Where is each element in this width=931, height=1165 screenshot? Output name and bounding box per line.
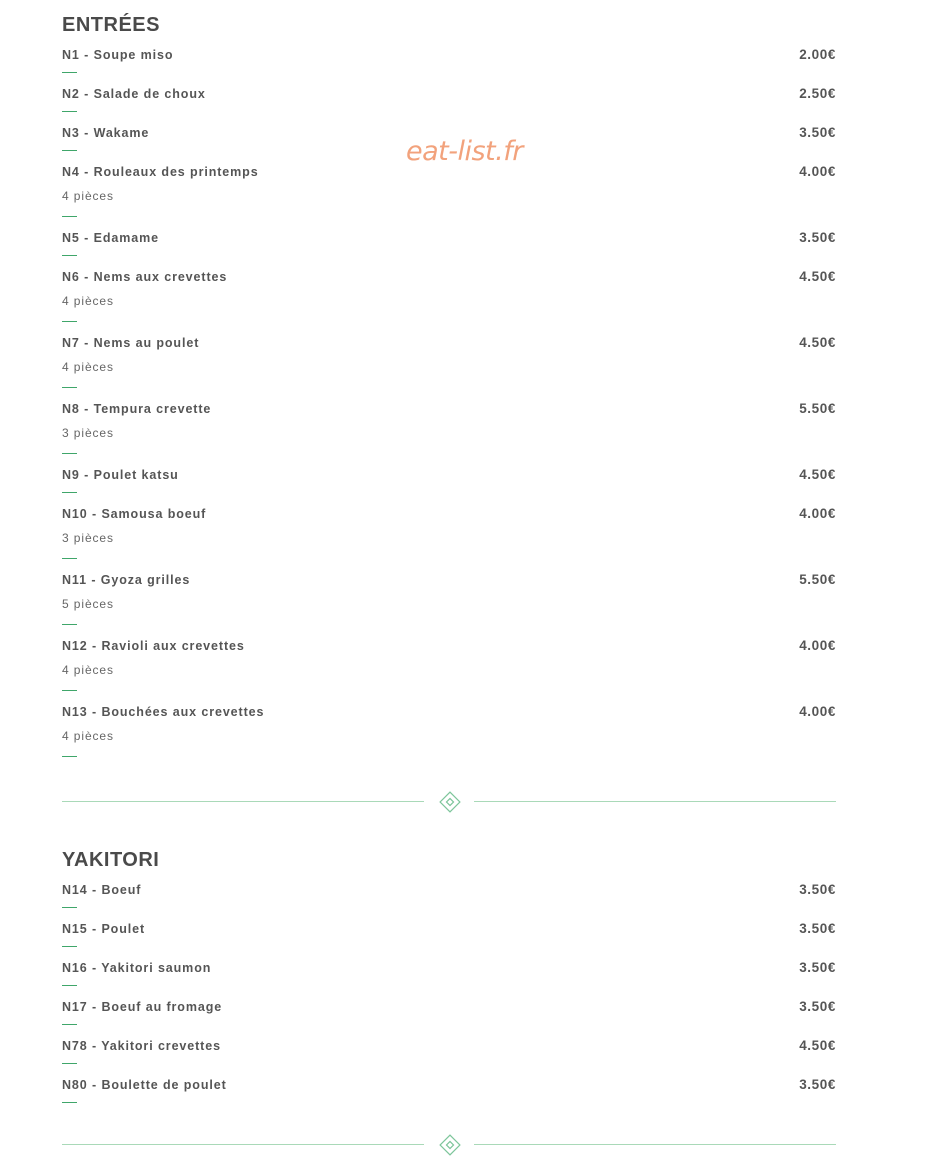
menu-item-price: 3.50€: [799, 999, 836, 1014]
menu-item: [62, 162, 836, 228]
menu-item-name: N4 - Rouleaux des printemps: [62, 165, 259, 179]
menu-item-price: 4.50€: [799, 269, 836, 284]
menu-item-row: [62, 465, 836, 485]
menu-item: [62, 880, 836, 919]
menu-item-price: 5.50€: [799, 572, 836, 587]
menu-item: [62, 1075, 836, 1114]
menu-item: [62, 702, 836, 768]
menu-item-list: [62, 45, 836, 768]
menu-item-price: 3.50€: [799, 230, 836, 245]
menu-item: [62, 997, 836, 1036]
menu-item-row: [62, 702, 836, 722]
menu-item-name: N5 - Edamame: [62, 231, 159, 245]
menu-item-spacer: [62, 1103, 836, 1114]
diamond-ornament-icon: [438, 1133, 462, 1157]
menu-item-description: 3 pièces: [62, 531, 114, 545]
menu-item-row: [62, 504, 836, 524]
diamond-ornament-icon: [438, 790, 462, 814]
menu-item: [62, 636, 836, 702]
menu-item-spacer: [62, 625, 836, 636]
menu-item-name: N14 - Boeuf: [62, 883, 142, 897]
menu-item-row: [62, 1036, 836, 1056]
watermark: eat-list.fr: [406, 136, 523, 167]
menu-item-price: 4.50€: [799, 335, 836, 350]
menu-item-name: N9 - Poulet katsu: [62, 468, 179, 482]
menu-item-row: [62, 1075, 836, 1095]
menu-item-spacer: [62, 493, 836, 504]
menu-item-name: N6 - Nems aux crevettes: [62, 270, 228, 284]
menu-item-spacer: [62, 454, 836, 465]
menu-item-name: N80 - Boulette de poulet: [62, 1078, 227, 1092]
menu-item-name: N16 - Yakitori saumon: [62, 961, 212, 975]
menu-item-name: N15 - Poulet: [62, 922, 146, 936]
menu-item: [62, 84, 836, 123]
menu-item-row: [62, 636, 836, 656]
menu-item-row: [62, 997, 836, 1017]
menu-item-description: 5 pièces: [62, 597, 114, 611]
divider-line-left: [62, 801, 424, 802]
menu-item-row: [62, 958, 836, 978]
menu-item-name: N17 - Boeuf au fromage: [62, 1000, 223, 1014]
menu-item-price: 3.50€: [799, 125, 836, 140]
menu-item: [62, 570, 836, 636]
menu-item-row: [62, 228, 836, 248]
menu-item-row: [62, 267, 836, 287]
menu-item-price: 4.00€: [799, 164, 836, 179]
menu-item: [62, 504, 836, 570]
menu-item-price: 3.50€: [799, 921, 836, 936]
section-title: YAKITORI: [62, 849, 160, 871]
menu-item-spacer: [62, 691, 836, 702]
menu-item-row: [62, 399, 836, 419]
menu-item-list: [62, 880, 836, 1114]
menu-item-spacer: [62, 947, 836, 958]
menu-item-price: 5.50€: [799, 401, 836, 416]
menu-item-row: [62, 162, 836, 182]
menu-item: [62, 399, 836, 465]
menu-item-spacer: [62, 256, 836, 267]
divider-line-left: [62, 1144, 424, 1145]
section-title: ENTRÉES: [62, 14, 160, 36]
menu-item-price: 2.50€: [799, 86, 836, 101]
menu-item-name: N8 - Tempura crevette: [62, 402, 212, 416]
menu-item-row: [62, 880, 836, 900]
menu-item-name: N12 - Ravioli aux crevettes: [62, 639, 245, 653]
menu-item-description: 4 pièces: [62, 729, 114, 743]
menu-item-spacer: [62, 559, 836, 570]
menu-item-row: [62, 333, 836, 353]
menu-item-name: N78 - Yakitori crevettes: [62, 1039, 221, 1053]
menu-item-description: 4 pièces: [62, 663, 114, 677]
menu-item-description: 4 pièces: [62, 294, 114, 308]
menu-item-name: N7 - Nems au poulet: [62, 336, 200, 350]
menu-item: [62, 919, 836, 958]
menu-item-name: N2 - Salade de choux: [62, 87, 206, 101]
menu-item-name: N10 - Samousa boeuf: [62, 507, 207, 521]
menu-item: [62, 123, 836, 162]
menu-item-row: [62, 45, 836, 65]
menu-item-name: N3 - Wakame: [62, 126, 150, 140]
menu-item: [62, 958, 836, 997]
menu-item-description: 4 pièces: [62, 189, 114, 203]
menu-item-spacer: [62, 1064, 836, 1075]
menu-item: [62, 1036, 836, 1075]
menu-item-spacer: [62, 388, 836, 399]
menu-item-name: N1 - Soupe miso: [62, 48, 174, 62]
menu-item-spacer: [62, 73, 836, 84]
menu-item-spacer: [62, 986, 836, 997]
menu-item-description: 4 pièces: [62, 360, 114, 374]
menu-item-row: [62, 919, 836, 939]
menu-section-yakitori: [62, 848, 836, 1114]
menu-item: [62, 333, 836, 399]
menu-item: [62, 267, 836, 333]
menu-item-spacer: [62, 151, 836, 162]
menu-item: [62, 465, 836, 504]
menu-item-spacer: [62, 757, 836, 768]
menu-item-spacer: [62, 908, 836, 919]
divider-line-right: [474, 801, 836, 802]
menu-item-spacer: [62, 1025, 836, 1036]
menu-item-row: [62, 84, 836, 104]
menu-item-name: N11 - Gyoza grilles: [62, 573, 191, 587]
section-divider: [62, 1133, 836, 1157]
menu-section-entrees: [62, 13, 836, 768]
menu-item-name: N13 - Bouchées aux crevettes: [62, 705, 265, 719]
menu-item-spacer: [62, 217, 836, 228]
menu-item-price: 3.50€: [799, 882, 836, 897]
menu-item-description: 3 pièces: [62, 426, 114, 440]
menu-item-row: [62, 570, 836, 590]
divider-line-right: [474, 1144, 836, 1145]
menu-item: [62, 45, 836, 84]
menu-item-price: 3.50€: [799, 1077, 836, 1092]
menu-item-price: 2.00€: [799, 47, 836, 62]
menu-item-spacer: [62, 112, 836, 123]
menu-item-price: 4.00€: [799, 638, 836, 653]
menu-item-price: 4.50€: [799, 1038, 836, 1053]
menu-item-row: [62, 123, 836, 143]
menu-item-price: 4.00€: [799, 704, 836, 719]
menu-item-price: 4.50€: [799, 467, 836, 482]
section-divider: [62, 790, 836, 814]
menu-item-price: 3.50€: [799, 960, 836, 975]
menu-item: [62, 228, 836, 267]
menu-item-price: 4.00€: [799, 506, 836, 521]
menu-item-spacer: [62, 322, 836, 333]
